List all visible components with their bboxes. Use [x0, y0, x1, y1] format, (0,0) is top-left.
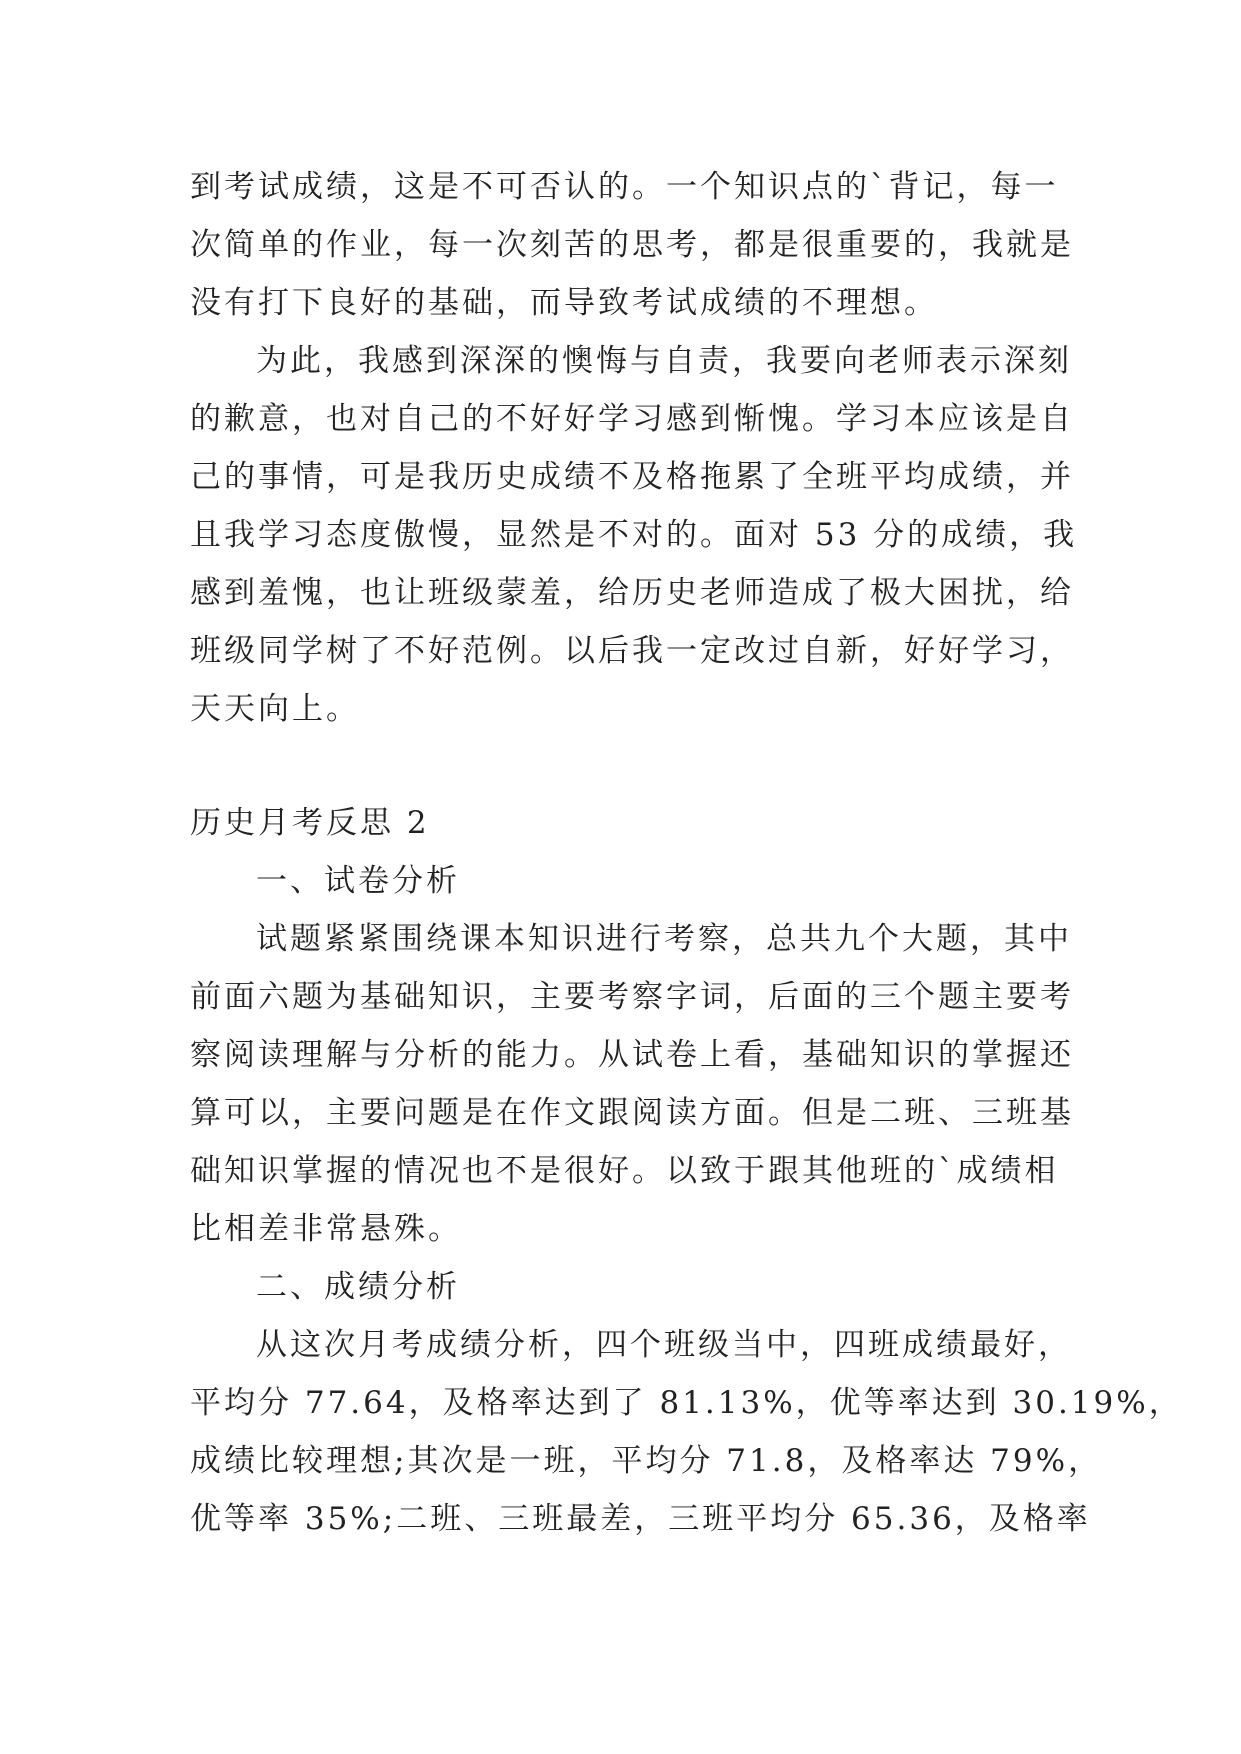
paragraph-line: 试题紧紧围绕课本知识进行考察，总共九个大题，其中	[256, 921, 1072, 957]
paragraph-line: 成绩比较理想;其次是一班，平均分 71.8，及格率达 79%，	[190, 1443, 1103, 1479]
paragraph-line: 比相差非常悬殊。	[190, 1211, 462, 1247]
paragraph-line: 到考试成绩，这是不可否认的。一个知识点的`背记，每一	[190, 169, 1059, 205]
section-title: 历史月考反思 2	[190, 805, 430, 841]
subsection-heading: 一、试卷分析	[256, 863, 460, 899]
paragraph-line: 次简单的作业，每一次刻苦的思考，都是很重要的，我就是	[190, 227, 1074, 263]
paragraph-line: 前面六题为基础知识，主要考察字词，后面的三个题主要考	[190, 979, 1074, 1015]
paragraph-line: 没有打下良好的基础，而导致考试成绩的不理想。	[190, 285, 938, 321]
paragraph-line: 班级同学树了不好范例。以后我一定改过自新，好好学习，	[190, 633, 1074, 669]
paragraph-line: 天天向上。	[190, 691, 360, 727]
paragraph-line: 为此，我感到深深的懊悔与自责，我要向老师表示深刻	[256, 343, 1072, 379]
paragraph-line: 优等率 35%;二班、三班最差，三班平均分 65.36，及格率	[190, 1501, 1091, 1537]
paragraph-line: 己的事情，可是我历史成绩不及格拖累了全班平均成绩，并	[190, 459, 1074, 495]
paragraph-line: 从这次月考成绩分析，四个班级当中，四班成绩最好，	[256, 1327, 1072, 1363]
subsection-heading: 二、成绩分析	[256, 1269, 460, 1305]
paragraph-line: 察阅读理解与分析的能力。从试卷上看，基础知识的掌握还	[190, 1037, 1074, 1073]
paragraph-line: 感到羞愧，也让班级蒙羞，给历史老师造成了极大困扰，给	[190, 575, 1074, 611]
paragraph-line: 平均分 77.64，及格率达到了 81.13%，优等率达到 30.19%，	[190, 1385, 1183, 1421]
paragraph-line: 础知识掌握的情况也不是很好。以致于跟其他班的`成绩相	[190, 1153, 1059, 1189]
paragraph-line: 算可以，主要问题是在作文跟阅读方面。但是二班、三班基	[190, 1095, 1074, 1131]
document-body	[190, 158, 1183, 1548]
paragraph-line: 且我学习态度傲慢，显然是不对的。面对 53 分的成绩，我	[190, 517, 1078, 553]
paragraph-line: 的歉意，也对自己的不好好学习感到惭愧。学习本应该是自	[190, 401, 1074, 437]
